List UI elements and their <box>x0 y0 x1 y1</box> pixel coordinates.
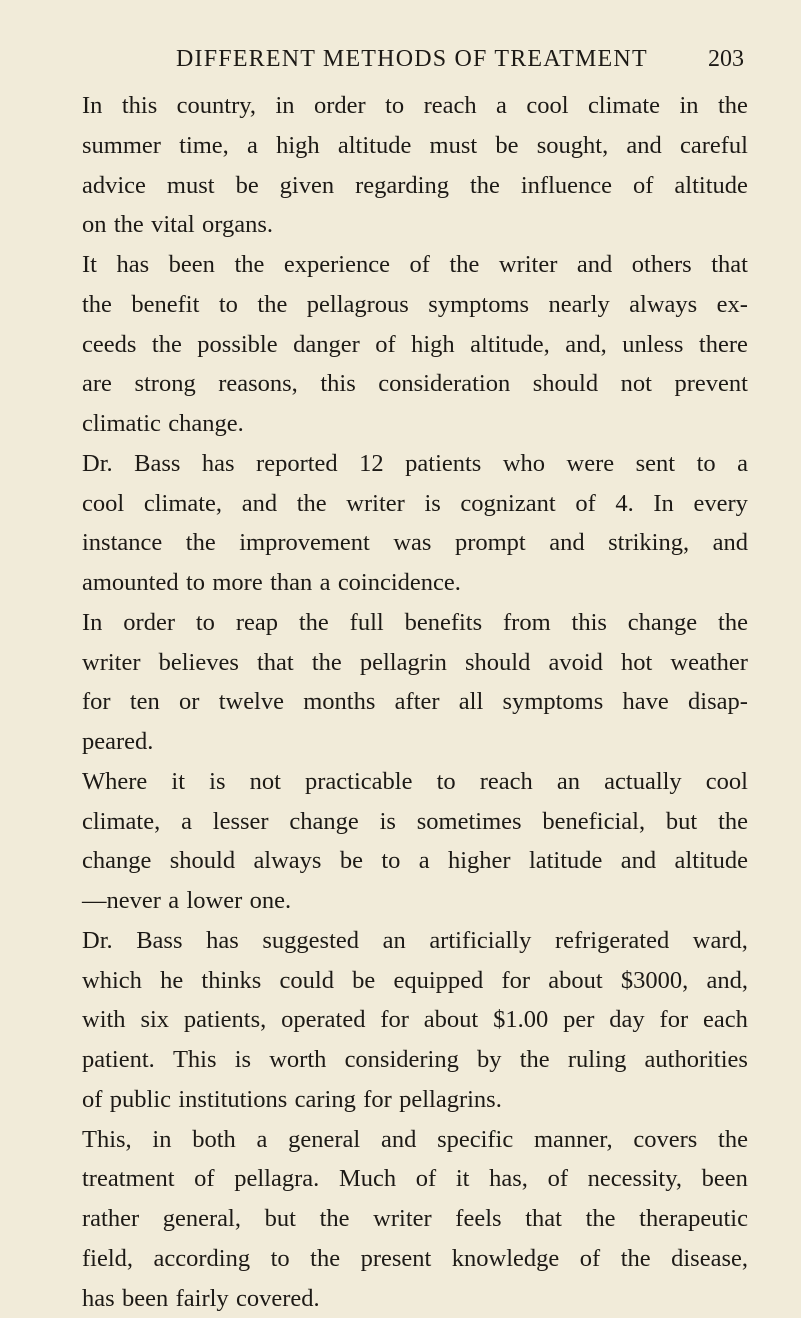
word: practicable <box>305 762 412 802</box>
word: to <box>437 762 456 802</box>
word: a <box>320 563 331 603</box>
word: the <box>114 205 144 245</box>
word: equipped <box>393 961 483 1001</box>
word: an <box>383 921 406 961</box>
word: and, <box>707 961 749 1001</box>
word: sometimes <box>417 802 522 842</box>
word: the <box>320 1199 350 1239</box>
word: pellagrins. <box>399 1080 502 1120</box>
word: worth <box>269 1040 326 1080</box>
word: ten <box>130 682 160 722</box>
word: and <box>626 126 661 166</box>
word: there <box>699 325 748 365</box>
word: the <box>312 643 342 683</box>
word: of <box>633 166 653 206</box>
word: according <box>154 1239 251 1279</box>
word: Bass <box>136 921 182 961</box>
word: who <box>503 444 545 484</box>
word: has, <box>489 1159 528 1199</box>
text-line <box>82 802 748 842</box>
word: This <box>173 1040 217 1080</box>
word: about <box>424 1000 478 1040</box>
text-line <box>82 86 748 126</box>
word: weather <box>670 643 748 683</box>
word: ceeds <box>82 325 136 365</box>
word: influence <box>521 166 612 206</box>
word: writer <box>373 1199 432 1239</box>
word: disease, <box>671 1239 748 1279</box>
word: the <box>520 1040 550 1080</box>
word: more <box>212 563 262 603</box>
word: the <box>449 245 479 285</box>
word: not <box>250 762 281 802</box>
word: Dr. <box>82 921 113 961</box>
word: to <box>271 1239 290 1279</box>
word: be <box>495 126 518 166</box>
word: peared. <box>82 722 153 762</box>
word: patient. <box>82 1040 155 1080</box>
word: field, <box>82 1239 133 1279</box>
word: to <box>219 285 238 325</box>
word: pellagrous <box>307 285 409 325</box>
word: covered. <box>236 1279 320 1318</box>
word: symptoms <box>428 285 529 325</box>
word: ex- <box>717 285 748 325</box>
word: reach <box>424 86 477 126</box>
word: was <box>393 523 431 563</box>
word: high <box>411 325 455 365</box>
word: six <box>140 1000 169 1040</box>
word: given <box>280 166 334 206</box>
word: instance <box>82 523 162 563</box>
text-line <box>82 722 748 762</box>
word: a <box>419 841 430 881</box>
word: a <box>257 1120 268 1160</box>
word: the <box>186 523 216 563</box>
text-line <box>82 444 748 484</box>
word: avoid <box>548 643 602 683</box>
word: be <box>236 166 259 206</box>
word: altitude, <box>470 325 550 365</box>
word: of <box>416 1159 436 1199</box>
word: unless <box>622 325 683 365</box>
word: a <box>737 444 748 484</box>
word: considering <box>345 1040 459 1080</box>
word: pellagrin <box>360 643 447 683</box>
word: summer <box>82 126 161 166</box>
word: symptoms <box>503 682 604 722</box>
word: feels <box>455 1199 501 1239</box>
word: specific <box>437 1120 513 1160</box>
word: have <box>623 682 669 722</box>
word: is <box>380 802 396 842</box>
word: 12 <box>359 444 384 484</box>
word: this <box>122 86 157 126</box>
text-line <box>82 762 748 802</box>
word: caring <box>295 1080 356 1120</box>
word: climate, <box>144 484 222 524</box>
word: must <box>430 126 478 166</box>
word: always <box>253 841 321 881</box>
word: the <box>718 1120 748 1160</box>
word: organs. <box>202 205 273 245</box>
word: benefit <box>131 285 199 325</box>
text-line <box>82 325 748 365</box>
text-line <box>82 166 748 206</box>
word: to <box>196 603 215 643</box>
word: danger <box>293 325 360 365</box>
word: suggested <box>262 921 359 961</box>
word: for <box>502 961 531 1001</box>
running-title: DIFFERENT METHODS OF TREATMENT <box>176 46 648 73</box>
word: both <box>192 1120 236 1160</box>
word: cognizant <box>460 484 555 524</box>
word: been <box>702 1159 748 1199</box>
word: advice <box>82 166 146 206</box>
word: altitude <box>675 841 748 881</box>
word: has <box>116 245 149 285</box>
word: the <box>310 1239 340 1279</box>
word: each <box>703 1000 748 1040</box>
word: present <box>361 1239 432 1279</box>
word: $3000, <box>621 961 688 1001</box>
word: are <box>82 364 112 404</box>
word: writer <box>346 484 405 524</box>
word: or <box>179 682 199 722</box>
word: regarding <box>355 166 449 206</box>
text-line <box>82 1120 748 1160</box>
word: a <box>247 126 258 166</box>
word: which <box>82 961 142 1001</box>
word: of <box>548 1159 568 1199</box>
word: has <box>82 1279 115 1318</box>
word: it <box>171 762 185 802</box>
word: the <box>621 1239 651 1279</box>
word: refrigerated <box>555 921 669 961</box>
text-line <box>82 643 748 683</box>
word: it <box>456 1159 470 1199</box>
word: others <box>632 245 692 285</box>
word: sent <box>636 444 675 484</box>
word: of <box>194 1159 214 1199</box>
word: the <box>297 484 327 524</box>
word: 4. <box>615 484 633 524</box>
word: be <box>340 841 363 881</box>
word: climate, <box>82 802 160 842</box>
word: that <box>711 245 748 285</box>
word: one. <box>250 881 292 921</box>
word: twelve <box>219 682 284 722</box>
text-line <box>82 404 748 444</box>
word: been <box>122 1279 168 1318</box>
word: climate <box>588 86 660 126</box>
text-line <box>82 126 748 166</box>
word: treatment <box>82 1159 175 1199</box>
word: the <box>718 86 748 126</box>
word: prompt <box>455 523 526 563</box>
word: that <box>525 1199 562 1239</box>
word: experience <box>284 245 390 285</box>
word: altitude <box>338 126 411 166</box>
word: Dr. <box>82 444 113 484</box>
word: possible <box>197 325 277 365</box>
text-line <box>82 1279 748 1318</box>
word: It <box>82 245 97 285</box>
word: this <box>572 603 607 643</box>
text-line <box>82 1199 748 1239</box>
word: for <box>363 1080 392 1120</box>
word: altitude <box>674 166 747 206</box>
word: This, <box>82 1120 132 1160</box>
word: Where <box>82 762 147 802</box>
word: about <box>548 961 602 1001</box>
word: writer <box>499 245 558 285</box>
word: the <box>299 603 329 643</box>
word: of <box>410 245 430 285</box>
word: and <box>381 1120 416 1160</box>
word: In <box>82 86 102 126</box>
word: should <box>533 364 598 404</box>
text-line <box>82 1000 748 1040</box>
word: has <box>202 444 235 484</box>
word: prevent <box>674 364 747 404</box>
word: thinks <box>201 961 261 1001</box>
word: this <box>320 364 355 404</box>
word: has <box>206 921 239 961</box>
word: and <box>713 523 748 563</box>
word: public <box>110 1080 171 1120</box>
text-line <box>82 205 748 245</box>
word: change. <box>168 404 244 444</box>
text-line <box>82 841 748 881</box>
page-number: 203 <box>708 46 744 73</box>
word: the <box>257 285 287 325</box>
word: the <box>718 603 748 643</box>
text-line <box>82 364 748 404</box>
word: authorities <box>645 1040 748 1080</box>
word: in <box>152 1120 171 1160</box>
word: the <box>470 166 500 206</box>
text-line <box>82 921 748 961</box>
word: reasons, <box>218 364 298 404</box>
text-line <box>82 1080 748 1120</box>
text-line <box>82 484 748 524</box>
text-line <box>82 523 748 563</box>
word: patients, <box>184 1000 266 1040</box>
word: of <box>575 484 595 524</box>
word: full <box>350 603 384 643</box>
text-line <box>82 563 748 603</box>
word: and <box>621 841 656 881</box>
word: nearly <box>549 285 610 325</box>
word: $1.00 <box>493 1000 548 1040</box>
word: the <box>718 802 748 842</box>
word: an <box>557 762 580 802</box>
word: cool <box>706 762 748 802</box>
word: all <box>459 682 484 722</box>
text-line <box>82 245 748 285</box>
word: artificially <box>429 921 531 961</box>
word: improvement <box>239 523 370 563</box>
word: —never <box>82 881 161 921</box>
word: benefits <box>405 603 483 643</box>
word: that <box>257 643 294 683</box>
word: change <box>628 603 697 643</box>
word: rather <box>82 1199 139 1239</box>
word: and <box>242 484 277 524</box>
word: cool <box>82 484 124 524</box>
word: a <box>181 802 192 842</box>
word: but <box>265 1199 296 1239</box>
word: careful <box>680 126 748 166</box>
word: and <box>577 245 612 285</box>
word: amounted <box>82 563 179 603</box>
word: the <box>82 285 112 325</box>
word: on <box>82 205 107 245</box>
word: is <box>209 762 225 802</box>
word: but <box>666 802 697 842</box>
text-line <box>82 603 748 643</box>
text-line <box>82 285 748 325</box>
word: for <box>660 1000 689 1040</box>
word: order <box>314 86 366 126</box>
word: high <box>276 126 320 166</box>
word: every <box>693 484 747 524</box>
word: country, <box>177 86 256 126</box>
word: to <box>697 444 716 484</box>
word: to <box>186 563 205 603</box>
word: patients <box>405 444 481 484</box>
text-line <box>82 961 748 1001</box>
word: ruling <box>568 1040 627 1080</box>
word: strong <box>134 364 195 404</box>
text-line <box>82 881 748 921</box>
word: is <box>424 484 440 524</box>
word: and, <box>565 325 607 365</box>
word: of <box>82 1080 102 1120</box>
word: to <box>381 841 400 881</box>
text-line <box>82 1159 748 1199</box>
word: per <box>563 1000 594 1040</box>
word: striking, <box>608 523 689 563</box>
word: Much <box>339 1159 396 1199</box>
word: the <box>234 245 264 285</box>
word: for <box>380 1000 409 1040</box>
word: been <box>169 245 215 285</box>
word: climatic <box>82 404 161 444</box>
word: than <box>270 563 312 603</box>
word: change <box>289 802 358 842</box>
word: after <box>395 682 440 722</box>
word: months <box>303 682 375 722</box>
word: therapeutic <box>639 1199 748 1239</box>
word: were <box>567 444 615 484</box>
word: In <box>653 484 673 524</box>
word: operated <box>281 1000 365 1040</box>
word: higher <box>448 841 511 881</box>
word: Bass <box>134 444 180 484</box>
word: hot <box>621 643 652 683</box>
word: covers <box>633 1120 697 1160</box>
word: cool <box>526 86 568 126</box>
word: not <box>621 364 652 404</box>
word: he <box>160 961 183 1001</box>
word: pellagra. <box>234 1159 319 1199</box>
word: fairly <box>176 1279 229 1318</box>
word: should <box>465 643 530 683</box>
word: a <box>496 86 507 126</box>
word: from <box>503 603 551 643</box>
word: institutions <box>178 1080 287 1120</box>
word: order <box>123 603 175 643</box>
word: In <box>82 603 102 643</box>
word: be <box>352 961 375 1001</box>
word: in <box>275 86 294 126</box>
word: of <box>580 1239 600 1279</box>
word: coincidence. <box>338 563 461 603</box>
body-text <box>82 86 748 1318</box>
word: believes <box>159 643 239 683</box>
word: is <box>235 1040 251 1080</box>
word: knowledge <box>452 1239 560 1279</box>
word: reported <box>256 444 338 484</box>
word: general <box>288 1120 360 1160</box>
word: of <box>375 325 395 365</box>
text-line <box>82 682 748 722</box>
word: disap- <box>688 682 748 722</box>
word: day <box>609 1000 644 1040</box>
word: with <box>82 1000 126 1040</box>
word: to <box>385 86 404 126</box>
word: must <box>167 166 215 206</box>
word: by <box>477 1040 502 1080</box>
word: always <box>629 285 697 325</box>
word: manner, <box>534 1120 613 1160</box>
word: should <box>170 841 235 881</box>
word: actually <box>604 762 682 802</box>
word: writer <box>82 643 141 683</box>
word: the <box>152 325 182 365</box>
word: reap <box>236 603 278 643</box>
word: reach <box>480 762 533 802</box>
text-line <box>82 1040 748 1080</box>
word: vital <box>151 205 195 245</box>
word: latitude <box>529 841 602 881</box>
word: in <box>679 86 698 126</box>
word: the <box>586 1199 616 1239</box>
word: for <box>82 682 111 722</box>
word: a <box>168 881 179 921</box>
word: beneficial, <box>542 802 645 842</box>
word: lower <box>186 881 242 921</box>
word: necessity, <box>588 1159 682 1199</box>
word: consideration <box>378 364 510 404</box>
word: and <box>549 523 584 563</box>
text-line <box>82 1239 748 1279</box>
word: could <box>280 961 334 1001</box>
word: ward, <box>693 921 748 961</box>
running-head <box>82 46 744 82</box>
word: general, <box>163 1199 241 1239</box>
word: sought, <box>537 126 608 166</box>
word: change <box>82 841 151 881</box>
word: lesser <box>213 802 269 842</box>
word: time, <box>179 126 229 166</box>
